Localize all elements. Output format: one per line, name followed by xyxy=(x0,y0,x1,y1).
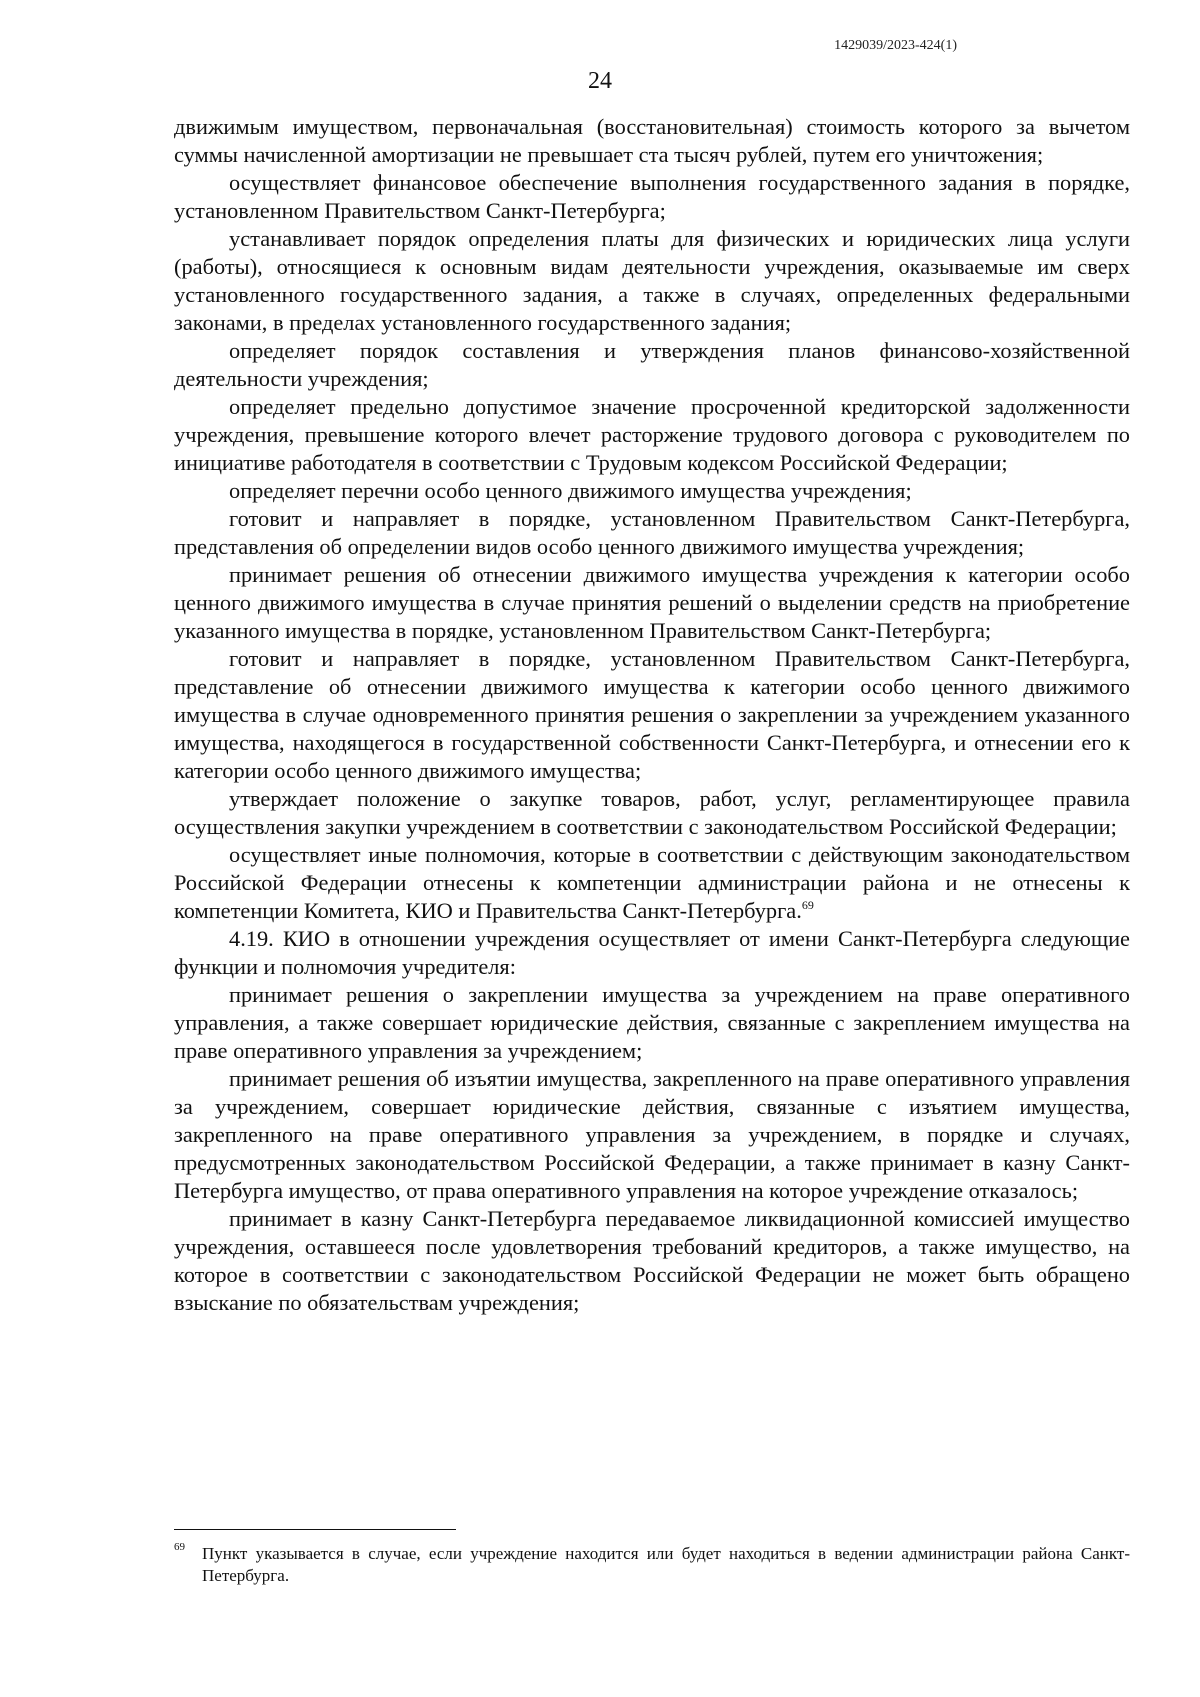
paragraph-other-powers-text: осуществляет иные полномочия, которые в соответствии с действующим законодательством Российской Федерации отнесены к компетенции администрации района и не отнесены к компетенции Комитета, КИО и Правительства Санкт-Петербурга. xyxy=(174,842,1130,923)
paragraph-operational-management: принимает решения о закреплении имущества за учреждением на праве оперативного управления, а также совершает юридические действия, связанные с закреплением имущества на праве оперативного управления за учреждением; xyxy=(174,982,1130,1063)
footnote-mark: 69 xyxy=(174,1541,185,1553)
clause-4-19: 4.19. КИО в отношении учреждения осуществляет от имени Санкт-Петербурга следующие функции и полномочия учредителя: xyxy=(174,926,1130,979)
paragraph-liquidation-property: принимает в казну Санкт-Петербурга передаваемое ликвидационной комиссией имущество учреждения, оставшееся после удовлетворения требований кредиторов, а также имущество, на которое в соответствии с законодательством Российской Федерации не может быть обращено взыскание по обязательствам учреждения; xyxy=(174,1206,1130,1315)
paragraph-financial-plans: определяет порядок составления и утверждения планов финансово-хозяйственной деятельности учреждения; xyxy=(174,338,1130,391)
document-id: 1429039/2023-424(1) xyxy=(834,38,957,53)
footnote-reference: 69 xyxy=(801,898,814,912)
paragraph-overdue-debt: определяет предельно допустимое значение просроченной кредиторской задолженности учреждения, превышение которого влечет расторжение трудового договора с руководителем по инициативе работодателя в соответствии с Трудовым кодексом Российской Федерации; xyxy=(174,394,1130,475)
paragraph-financial-support: осуществляет финансовое обеспечение выполнения государственного задания в порядке, установленном Правительством Санкт-Петербурга; xyxy=(174,170,1130,223)
paragraph-other-powers xyxy=(174,841,1130,925)
footnote-text: Пункт указывается в случае, если учреждение находится или будет находиться в ведении администрации района Санкт-Петербурга. xyxy=(202,1544,1130,1585)
document-body xyxy=(174,113,1130,1317)
footnote-divider xyxy=(174,1529,456,1530)
paragraph-continuation: движимым имуществом, первоначальная (восстановительная) стоимость которого за вычетом суммы начисленной амортизации не превышает ста тысяч рублей, путем его уничтожения; xyxy=(174,114,1130,167)
paragraph-property-assignment: готовит и направляет в порядке, установленном Правительством Санкт-Петербурга, представление об отнесении движимого имущества к категории особо ценного движимого имущества в случае одновременного принятия решения о закреплении за учреждением указанного имущества, находящегося в государственной собственности Санкт-Петербурга, и отнесении его к категории особо ценного движимого имущества; xyxy=(174,646,1130,783)
paragraph-property-withdrawal: принимает решения об изъятии имущества, закрепленного на праве оперативного управления за учреждением, совершает юридические действия, связанные с изъятием имущества, закрепленного на праве оперативного управления за учреждением, в порядке и случаях, предусмотренных законодательством Российской Федерации, а также принимает в казну Санкт-Петербурга имущество, от права оперативного управления на которое учреждение отказалось; xyxy=(174,1066,1130,1203)
paragraph-valuable-property-lists: определяет перечни особо ценного движимого имущества учреждения; xyxy=(229,478,912,503)
paragraph-property-categorization: принимает решения об отнесении движимого имущества учреждения к категории особо ценного движимого имущества в случае принятия решений о выделении средств на приобретение указанного имущества в порядке, установленном Правительством Санкт-Петербурга; xyxy=(174,562,1130,643)
paragraph-fee-procedure: устанавливает порядок определения платы для физических и юридических лица услуги (работы), относящиеся к основным видам деятельности учреждения, оказываемые им сверх установленного государственного задания, а также в случаях, определенных федеральными законами, в пределах установленного государственного задания; xyxy=(174,226,1130,335)
paragraph-property-types: готовит и направляет в порядке, установленном Правительством Санкт-Петербурга, представления об определении видов особо ценного движимого имущества учреждения; xyxy=(174,506,1130,559)
paragraph-procurement-regulation: утверждает положение о закупке товаров, работ, услуг, регламентирующее правила осуществления закупки учреждением в соответствии с законодательством Российской Федерации; xyxy=(174,786,1130,839)
footnote xyxy=(174,1543,1130,1587)
page-number: 24 xyxy=(588,68,612,94)
